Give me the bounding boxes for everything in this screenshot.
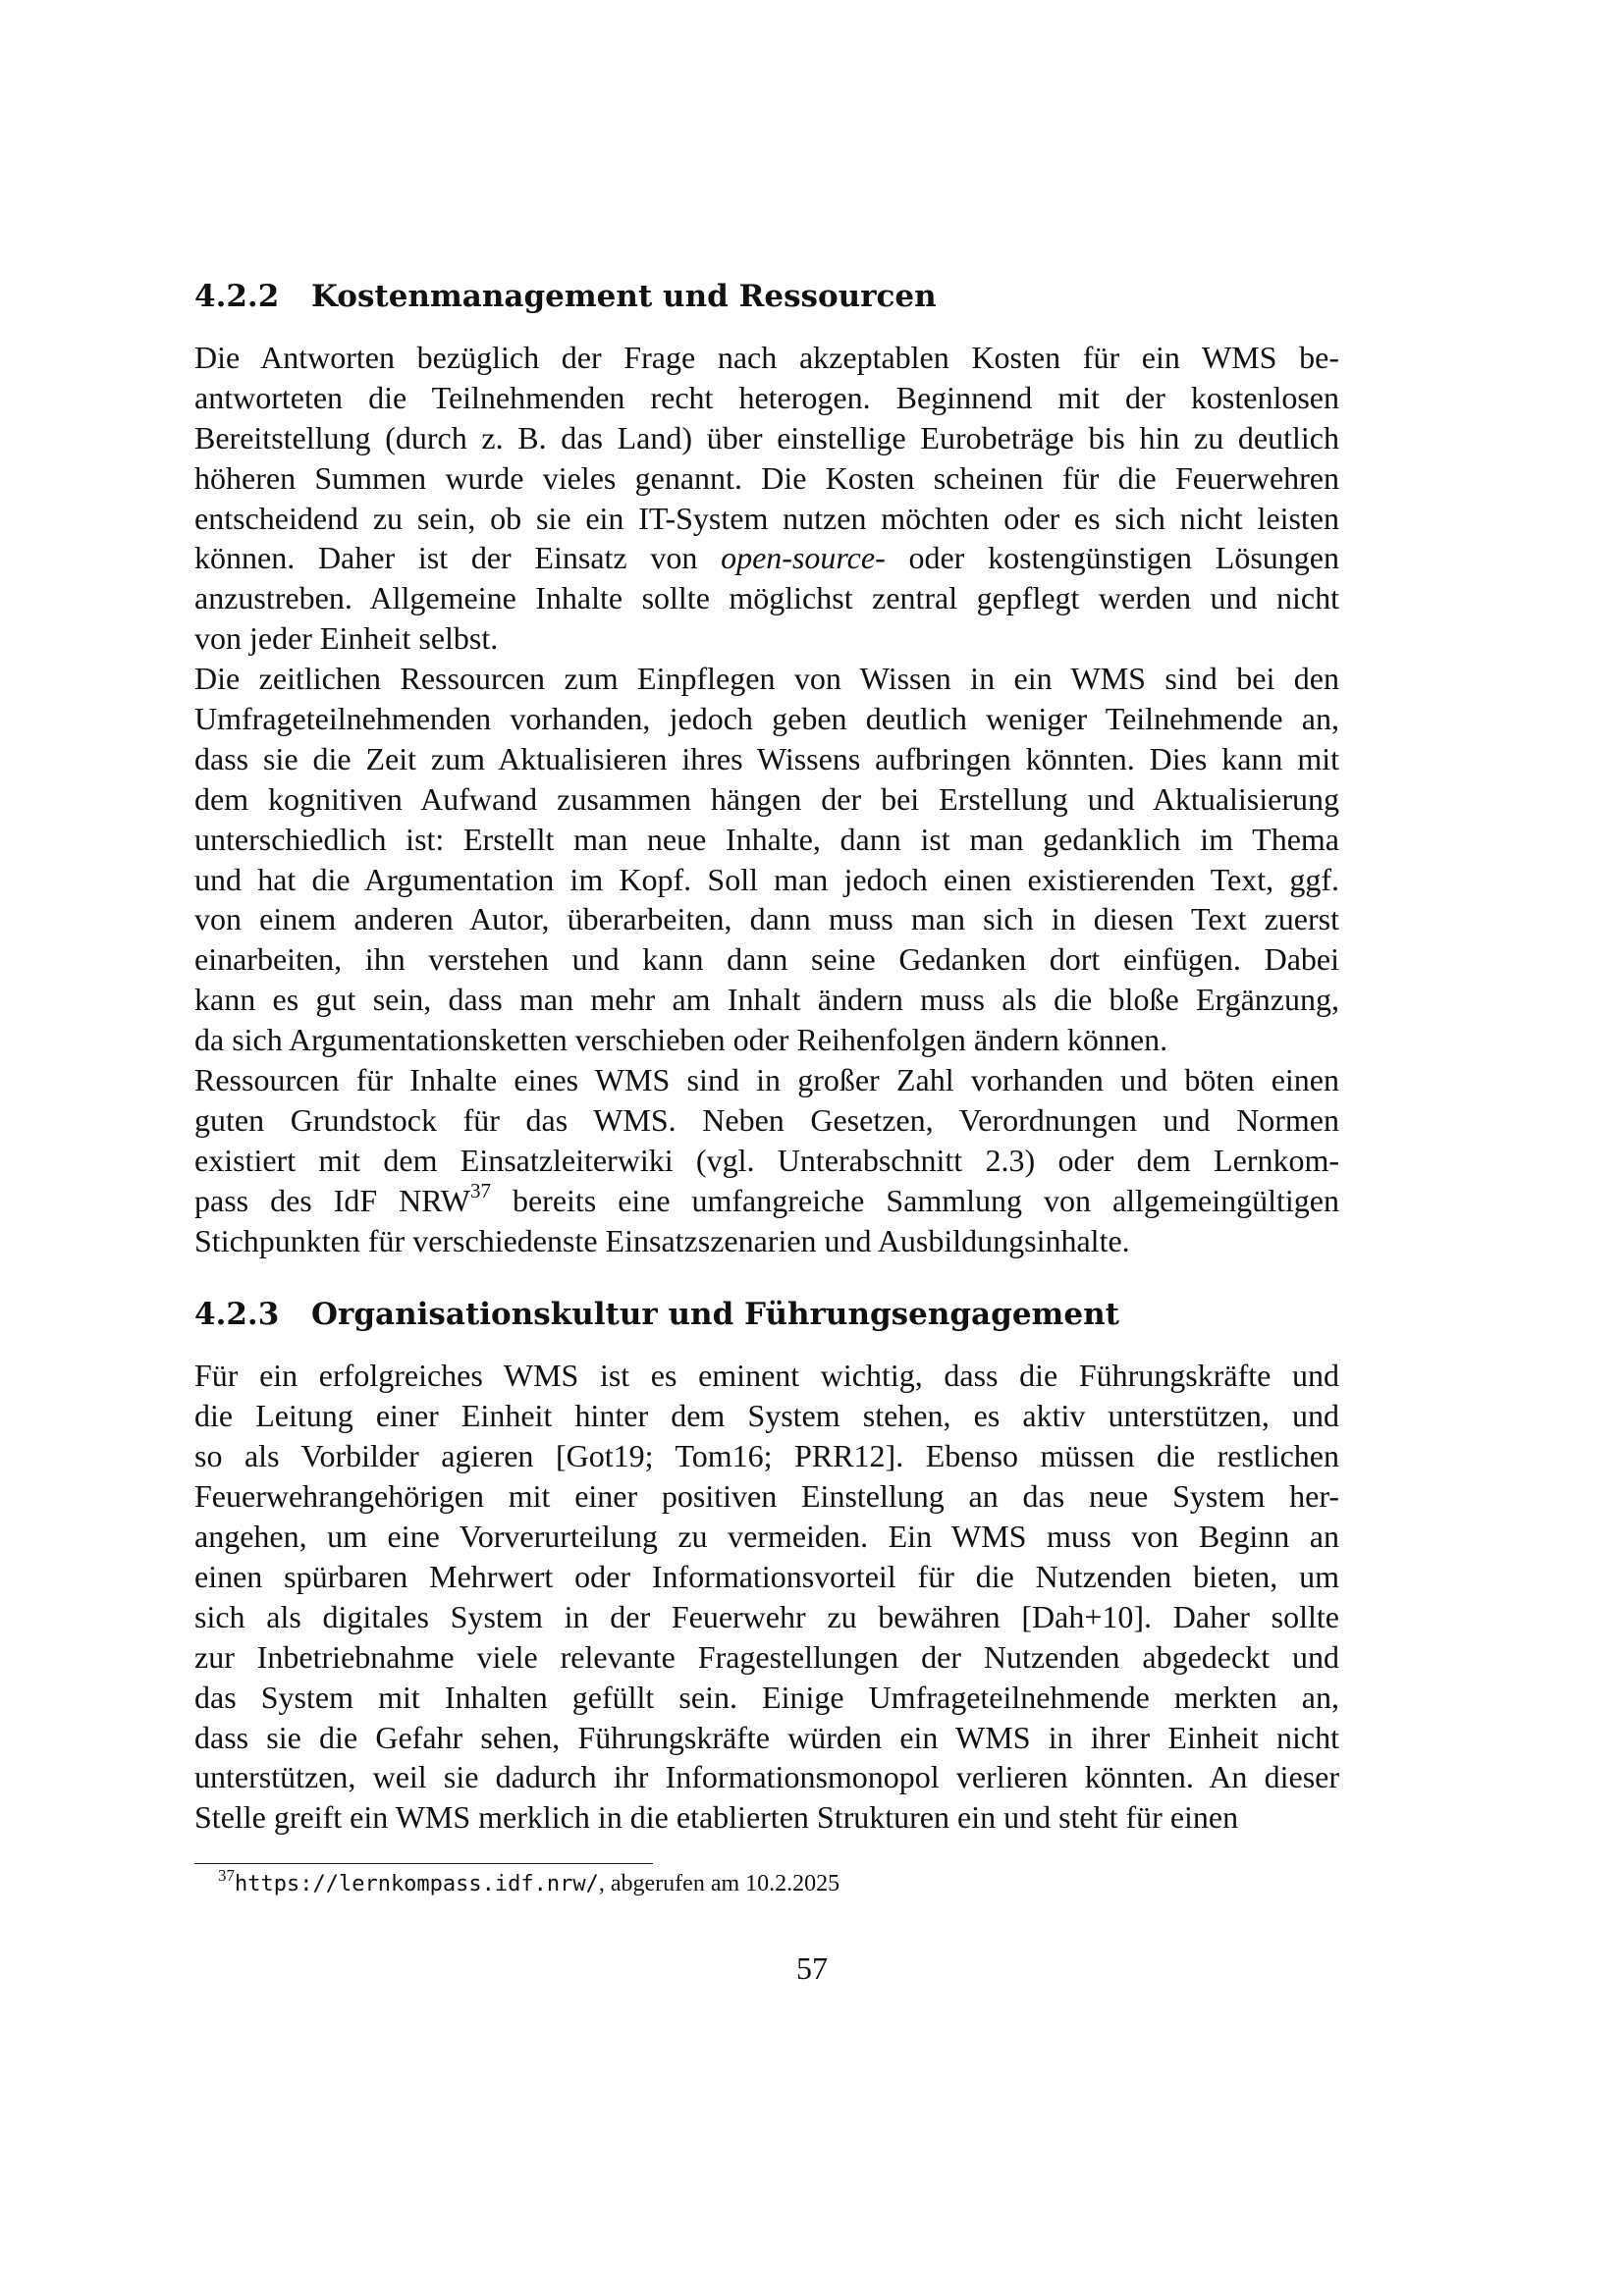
- text-line: antworteten die Teilnehmenden recht heterogen. Beginnend mit der kostenlosen: [194, 379, 1339, 415]
- text-line: Stelle greift ein WMS merklich in die etablierten Strukturen ein und steht für einen: [194, 1799, 1239, 1836]
- text-line: Umfrageteilnehmenden vorhanden, jedoch geben deutlich weniger Teilnehmende an,: [194, 701, 1339, 737]
- section-number: 4.2.2: [194, 279, 280, 314]
- text-line: und hat die Argumentation im Kopf. Soll man jedoch einen existierenden Text, ggf.: [194, 861, 1339, 897]
- section-number: 4.2.3: [194, 1297, 280, 1333]
- italic-term: open-source-: [721, 540, 886, 576]
- text-line: guten Grundstock für das WMS. Neben Gesetzen, Verordnungen und Normen: [194, 1101, 1339, 1138]
- section-title: Organisationskultur und Führungsengagement: [311, 1297, 1119, 1333]
- footnote-url[interactable]: https://lernkompass.idf.nrw/: [235, 1872, 599, 1896]
- section-heading-4-2-2: [194, 277, 1339, 316]
- text-line: einen spürbaren Mehrwert oder Informationsvorteil für die Nutzenden bieten, um: [194, 1558, 1339, 1594]
- text-line: dass sie die Zeit zum Aktualisieren ihres Wissens aufbringen könnten. Dies kann mit: [194, 740, 1339, 776]
- text-line: unterstützen, weil sie dadurch ihr Informationsmonopol verlieren könnten. An dieser: [194, 1759, 1339, 1795]
- text-line: Stichpunkten für verschiedenste Einsatzszenarien und Ausbildungsinhalte.: [194, 1222, 1130, 1258]
- text-line: Feuerwehrangehörigen mit einer positiven Einstellung an das neue System her-: [194, 1478, 1339, 1515]
- text-line: entscheidend zu sein, ob sie ein IT-System nutzen möchten oder es sich nicht leisten: [194, 500, 1339, 536]
- page-number: 57: [796, 1950, 828, 1986]
- text-line: Die Antworten bezüglich der Frage nach akzeptablen Kosten für ein WMS be-: [194, 340, 1339, 375]
- text-line: das System mit Inhalten gefüllt sein. Einige Umfrageteilnehmende merkten an,: [194, 1679, 1339, 1715]
- section-4-2-3-text: [194, 1356, 1339, 1838]
- text-line: die Leitung einer Einheit hinter dem System stehen, es aktiv unterstützen, und: [194, 1398, 1339, 1434]
- text-line: einarbeiten, ihn verstehen und kann dann seine Gedanken dort einfügen. Dabei: [194, 941, 1339, 978]
- text-line: angehen, um eine Vorverurteilung zu vermeiden. Ein WMS muss von Beginn an: [194, 1519, 1339, 1555]
- section-4-2-2-text: [194, 338, 1339, 1260]
- text-line: so als Vorbilder agieren [Got19; Tom16; PRR12]. Ebenso müssen die restlichen: [194, 1438, 1339, 1474]
- text-segment: oder kostengünstigen Lösungen: [885, 540, 1340, 576]
- text-line: von jeder Einheit selbst.: [194, 620, 499, 657]
- page-body: [194, 277, 1339, 1838]
- text-line: Bereitstellung (durch z. B. das Land) über einstellige Eurobeträge bis hin zu deutlich: [194, 419, 1339, 455]
- text-line: existiert mit dem Einsatzleiterwiki (vgl. Unterabschnitt 2.3) oder dem Lernkom-: [194, 1142, 1339, 1178]
- text-line: dass sie die Gefahr sehen, Führungskräfte würden ein WMS in ihrer Einheit nicht: [194, 1719, 1339, 1755]
- text-line: anzustreben. Allgemeine Inhalte sollte möglichst zentral gepflegt werden und nicht: [194, 580, 1339, 616]
- footnote-reference[interactable]: 37: [470, 1179, 491, 1203]
- section-heading-4-2-3: [194, 1295, 1339, 1334]
- text-line: zur Inbetriebnahme viele relevante Fragestellungen der Nutzenden abgedeckt und: [194, 1638, 1339, 1675]
- text-line: Für ein erfolgreiches WMS ist es eminent wichtig, dass die Führungskräfte und: [194, 1358, 1339, 1394]
- text-line: [194, 538, 1339, 578]
- text-line: unterschiedlich ist: Erstellt man neue Inhalte, dann ist man gedanklich im Thema: [194, 821, 1339, 857]
- text-line: von einem anderen Autor, überarbeiten, dann muss man sich in diesen Text zuerst: [194, 901, 1339, 937]
- text-line: Die zeitlichen Ressourcen zum Einpflegen von Wissen in ein WMS sind bei den: [194, 661, 1339, 697]
- text-segment: bereits eine umfangreiche Sammlung von allgemeingültigen: [491, 1182, 1339, 1218]
- text-segment: pass des IdF NRW: [194, 1182, 470, 1218]
- text-line: dem kognitiven Aufwand zusammen hängen der bei Erstellung und Aktualisierung: [194, 780, 1339, 817]
- footnote-rule: [194, 1863, 653, 1864]
- footnote-marker: 37: [218, 1866, 235, 1885]
- text-line: [194, 1181, 1339, 1221]
- footnote-37: [218, 1866, 840, 1899]
- text-line: Ressourcen für Inhalte eines WMS sind in großer Zahl vorhanden und böten einen: [194, 1062, 1339, 1098]
- text-segment: können. Daher ist der Einsatz von: [194, 540, 722, 576]
- text-line: da sich Argumentationsketten verschieben oder Reihenfolgen ändern können.: [194, 1022, 1168, 1058]
- text-line: kann es gut sein, dass man mehr am Inhalt ändern muss als die bloße Ergänzung,: [194, 982, 1339, 1018]
- section-title: Kostenmanagement und Ressourcen: [311, 279, 937, 314]
- footnote-text: , abgerufen am 10.2.2025: [598, 1871, 840, 1896]
- text-line: höheren Summen wurde vieles genannt. Die Kosten scheinen für die Feuerwehren: [194, 459, 1339, 496]
- text-line: sich als digitales System in der Feuerwehr zu bewähren [Dah+10]. Daher sollte: [194, 1598, 1339, 1634]
